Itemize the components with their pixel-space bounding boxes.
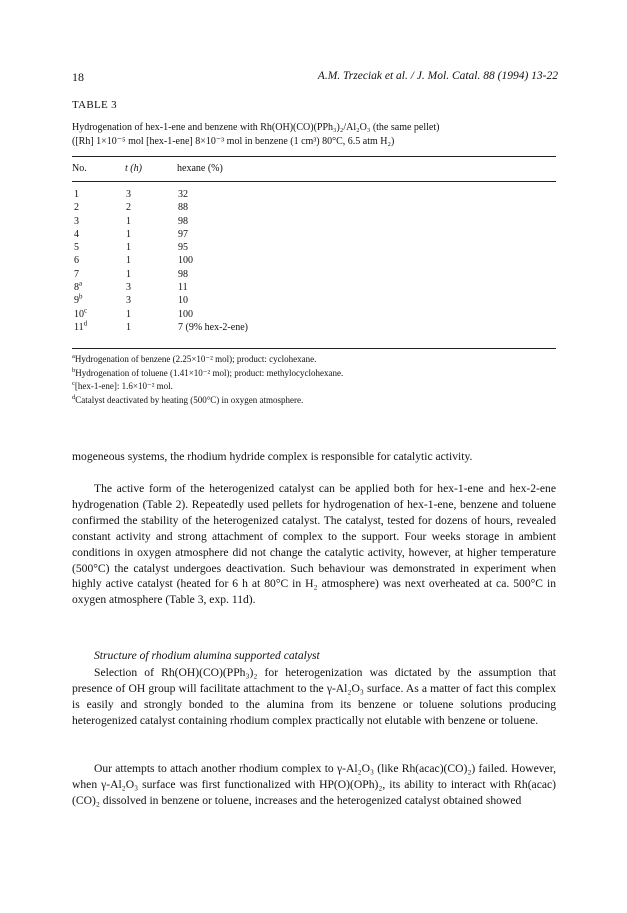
cell-hexane: 98 bbox=[178, 268, 188, 280]
running-head: A.M. Trzeciak et al. / J. Mol. Catal. 88 (1994) 13-22 bbox=[317, 70, 558, 82]
cell-time: 1 bbox=[126, 228, 131, 240]
cell-no-value: 2 bbox=[74, 202, 79, 214]
cell-footnote-mark: b bbox=[79, 293, 83, 302]
cell-hexane: 100 bbox=[178, 255, 193, 267]
cell-hexane: 10 bbox=[178, 295, 188, 307]
footnote-mark: a bbox=[72, 353, 75, 360]
footnote-text: [hex-1-ene]: 1.6×10⁻² mol. bbox=[74, 381, 173, 391]
cell-footnote-mark: d bbox=[83, 319, 88, 328]
cell-no bbox=[74, 294, 83, 307]
cell-time: 1 bbox=[126, 308, 131, 320]
cell-no-value: 10 bbox=[74, 308, 84, 320]
column-header-no: No. bbox=[72, 163, 87, 174]
paragraph-selection: Selection of Rh(OH)(CO)(PPh₃)₂ for heterogenization was dictated by the assumption that presence of OH group will facilitate attachment to the γ-Al₂O₃ surface. As a matter of fact this complex is easily and strongly bonded to the alumina from its benzene or toluene solutions producing heterogenized catalyst containing rhodium complex practically not elutable with benzene or toluene. bbox=[72, 666, 556, 727]
cell-no bbox=[74, 201, 79, 214]
cell-hexane: 100 bbox=[178, 308, 193, 320]
cell-no bbox=[74, 188, 79, 201]
cell-hexane: 32 bbox=[178, 189, 188, 200]
cell-time: 3 bbox=[126, 295, 131, 307]
footnote-mark: d bbox=[72, 393, 76, 401]
table-caption-line-2: ([Rh] 1×10⁻⁵ mol [hex-1-ene] 8×10⁻³ mol in benzene (1 cm³) 80°C, 6.5 atm H₂) bbox=[72, 136, 395, 147]
page-header bbox=[72, 70, 558, 86]
section-heading: Structure of rhodium alumina supported catalyst bbox=[94, 649, 320, 662]
cell-no-value: 1 bbox=[74, 189, 79, 200]
table-row bbox=[72, 201, 552, 214]
cell-hexane: 11 bbox=[178, 282, 188, 294]
table-row bbox=[72, 188, 552, 201]
table-row bbox=[72, 281, 552, 294]
table-caption bbox=[72, 121, 562, 149]
cell-no bbox=[74, 321, 87, 334]
cell-no bbox=[74, 228, 79, 241]
cell-time: 1 bbox=[126, 321, 131, 333]
cell-hexane: 7 (9% hex-2-ene) bbox=[178, 321, 248, 333]
cell-time: 1 bbox=[126, 255, 131, 267]
footnote-text: Hydrogenation of benzene (2.25×10⁻² mol); product: cyclohexane. bbox=[74, 354, 317, 364]
cell-no-value: 3 bbox=[74, 215, 79, 227]
column-header-time: t (h) bbox=[125, 163, 142, 174]
cell-time: 3 bbox=[126, 282, 131, 294]
footnote bbox=[72, 380, 552, 394]
cell-hexane: 98 bbox=[178, 215, 188, 227]
footnote-mark: c bbox=[72, 380, 75, 387]
cell-no-value: 4 bbox=[74, 228, 79, 240]
footnote-text: Hydrogenation of toluene (1.41×10⁻² mol); product: methylocyclohexane. bbox=[75, 367, 344, 378]
page-number: 18 bbox=[72, 70, 84, 84]
table-row bbox=[72, 215, 552, 228]
paragraph-active-form: The active form of the heterogenized catalyst can be applied both for hex-1-ene and hex-2-ene hydrogenation (Table 2). Repeatedly used pellets for hydrogenation of hex-1-ene, benzene and toluene confirmed the stability of the heterogenized catalyst. The catalyst, tested for dozens of hours, revealed constant activity and strong attachment of complex to the support. Four weeks storage in ambient conditions in oxygen atmosphere did not change the catalytic activity, however, at higher temperature (500°C) the catalyst undergoes deactivation. Such behaviour was demonstrated in experiment when highly active catalyst (heated for 6 h at 80°C in H₂ atmosphere) was next overheated at ca. 500°C in oxygen atmosphere (Table 3, exp. 11d). bbox=[72, 482, 556, 607]
cell-no-value: 9 bbox=[74, 295, 79, 307]
table-top-rule bbox=[72, 156, 556, 157]
cell-no bbox=[74, 215, 79, 228]
cell-hexane: 97 bbox=[178, 228, 188, 240]
table-row bbox=[72, 268, 552, 281]
cell-time: 1 bbox=[126, 215, 131, 227]
cell-time: 1 bbox=[126, 242, 131, 254]
footnote-mark: b bbox=[72, 366, 76, 374]
cell-time: 2 bbox=[126, 202, 131, 214]
table-row bbox=[72, 294, 552, 307]
cell-footnote-mark: a bbox=[79, 279, 83, 288]
table-label: TABLE 3 bbox=[72, 99, 117, 111]
cell-hexane: 88 bbox=[178, 202, 188, 214]
cell-no-value: 7 bbox=[74, 268, 79, 280]
table-body bbox=[72, 188, 552, 334]
footnote-text: Catalyst deactivated by heating (500°C) in oxygen atmosphere. bbox=[75, 394, 304, 405]
cell-no-value: 5 bbox=[74, 242, 79, 254]
table-footnotes bbox=[72, 353, 552, 407]
cell-no bbox=[74, 254, 79, 267]
cell-time: 1 bbox=[126, 268, 131, 280]
footnote bbox=[72, 353, 552, 367]
cell-no-value: 8 bbox=[74, 282, 79, 294]
table-bottom-rule bbox=[72, 348, 556, 349]
table-caption-line-1: Hydrogenation of hex-1-ene and benzene with Rh(OH)(CO)(PPh₃)₂/Al₂O₃ (the same pellet) bbox=[72, 122, 440, 133]
table-row bbox=[72, 308, 552, 321]
footnote bbox=[72, 394, 552, 408]
paragraph-continuation: mogeneous systems, the rhodium hydride complex is responsible for catalytic activity. bbox=[72, 450, 473, 463]
table-header-rule bbox=[72, 181, 556, 182]
table-row bbox=[72, 321, 552, 334]
table-row bbox=[72, 241, 552, 254]
column-header-hexane: hexane (%) bbox=[177, 163, 223, 174]
cell-no-value: 6 bbox=[74, 255, 79, 267]
cell-no-value: 11 bbox=[74, 321, 84, 333]
paragraph-attempts: Our attempts to attach another rhodium complex to γ-Al₂O₃ (like Rh(acac)(CO)₂) failed. However, when γ-Al₂O₃ surface was first functionalized with HP(O)(OPh)₂, its ability to interact with Rh(acac)(CO)₂ dissolved in benzene or toluene, increases and the heterogenized catalyst obtained showed bbox=[72, 762, 556, 807]
cell-hexane: 95 bbox=[178, 242, 188, 254]
cell-no bbox=[74, 241, 79, 254]
table-row bbox=[72, 228, 552, 241]
cell-footnote-mark: c bbox=[84, 306, 88, 315]
footnote bbox=[72, 367, 552, 381]
cell-time: 3 bbox=[126, 189, 131, 200]
table-row bbox=[72, 254, 552, 267]
